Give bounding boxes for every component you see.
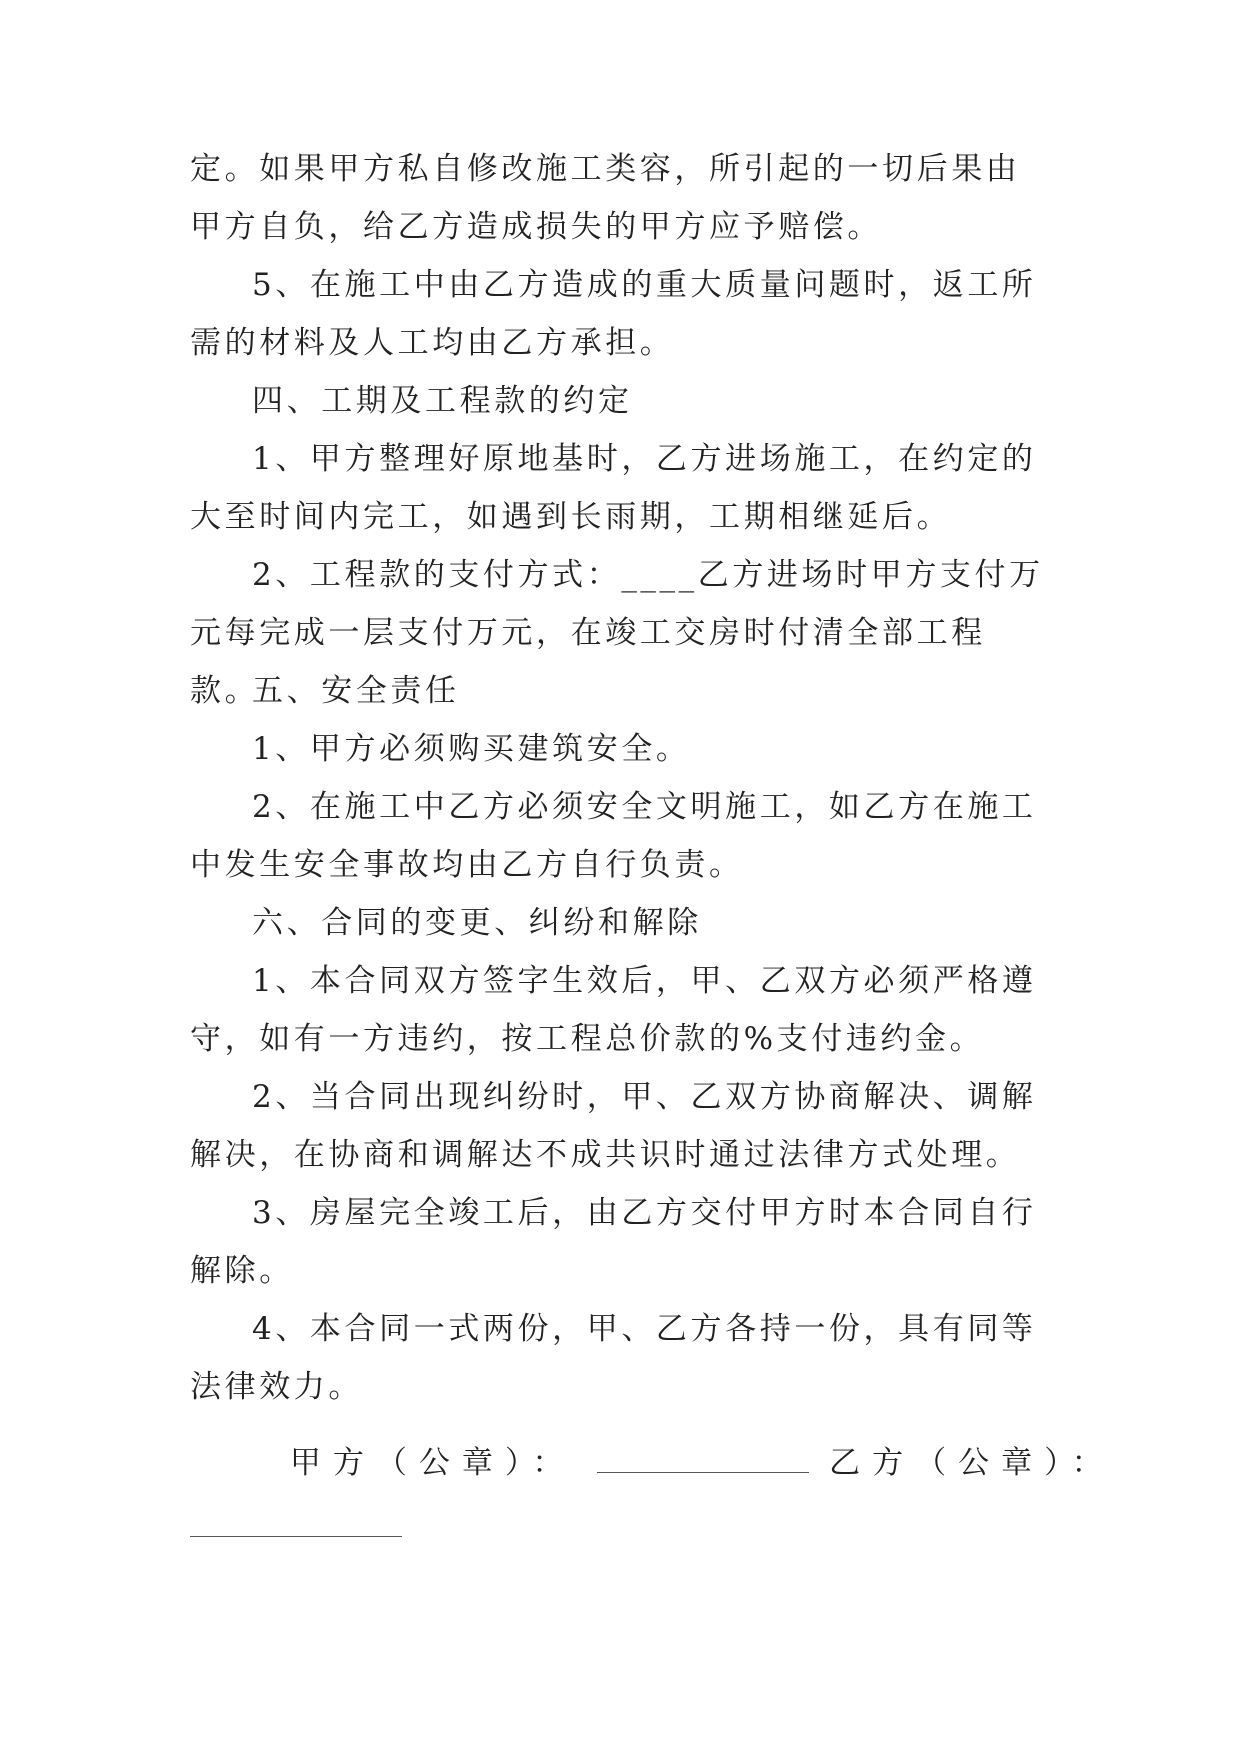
- paragraph-clause-continuation: 定。如果甲方私自修改施工类容，所引起的一切后果由甲方自负，给乙方造成损失的甲方应予赔偿。: [190, 151, 1021, 245]
- paragraph-changes-4: 4、本合同一式两份，甲、乙方各持一份，具有同等法律效力。: [190, 1311, 1037, 1405]
- paragraph-changes-1: 1、本合同双方签字生效后，甲、乙双方必须严格遵守，如有一方违约，按工程总价款的%支付违约金。: [190, 963, 1037, 1057]
- paragraph-safety-2: 2、在施工中乙方必须安全文明施工，如乙方在施工中发生安全事故均由乙方自行负责。: [190, 789, 1037, 883]
- paragraph-changes-3: 3、房屋完全竣工后，由乙方交付甲方时本合同自行解除。: [190, 1195, 1037, 1289]
- paragraph-safety-1: 1、甲方必须购买建筑安全。: [252, 731, 691, 767]
- party-a-seal-label: 甲方（公章）：: [289, 1445, 576, 1481]
- paragraph-clause-5: 5、在施工中由乙方造成的重大质量问题时，返工所需的材料及人工均由乙方承担。: [190, 267, 1037, 361]
- section-heading-safety: 五、安全责任: [252, 673, 460, 709]
- section-heading-contract-changes: 六、合同的变更、纠纷和解除: [252, 905, 702, 941]
- signature-block: [190, 1434, 1115, 1492]
- section-heading-schedule-payment: 四、工期及工程款的约定: [252, 383, 633, 419]
- paragraph-changes-2: 2、当合同出现纠纷时，甲、乙双方协商解决、调解解决，在协商和调解达不成共识时通过法律方式处理。: [190, 1079, 1037, 1173]
- party-b-signature-line: [190, 1536, 402, 1537]
- paragraph-schedule-1: 1、甲方整理好原地基时，乙方进场施工，在约定的大至时间内完工，如遇到长雨期，工期相继延后。: [190, 441, 1037, 535]
- party-b-seal-label: 乙方（公章）：: [829, 1445, 1115, 1481]
- paragraph-schedule-2: 2、工程款的支付方式：____乙方进场时甲方支付万元每完成一层支付万元，在竣工交房时付清全部工程款。: [190, 557, 1044, 709]
- party-a-signature-line: [597, 1442, 809, 1473]
